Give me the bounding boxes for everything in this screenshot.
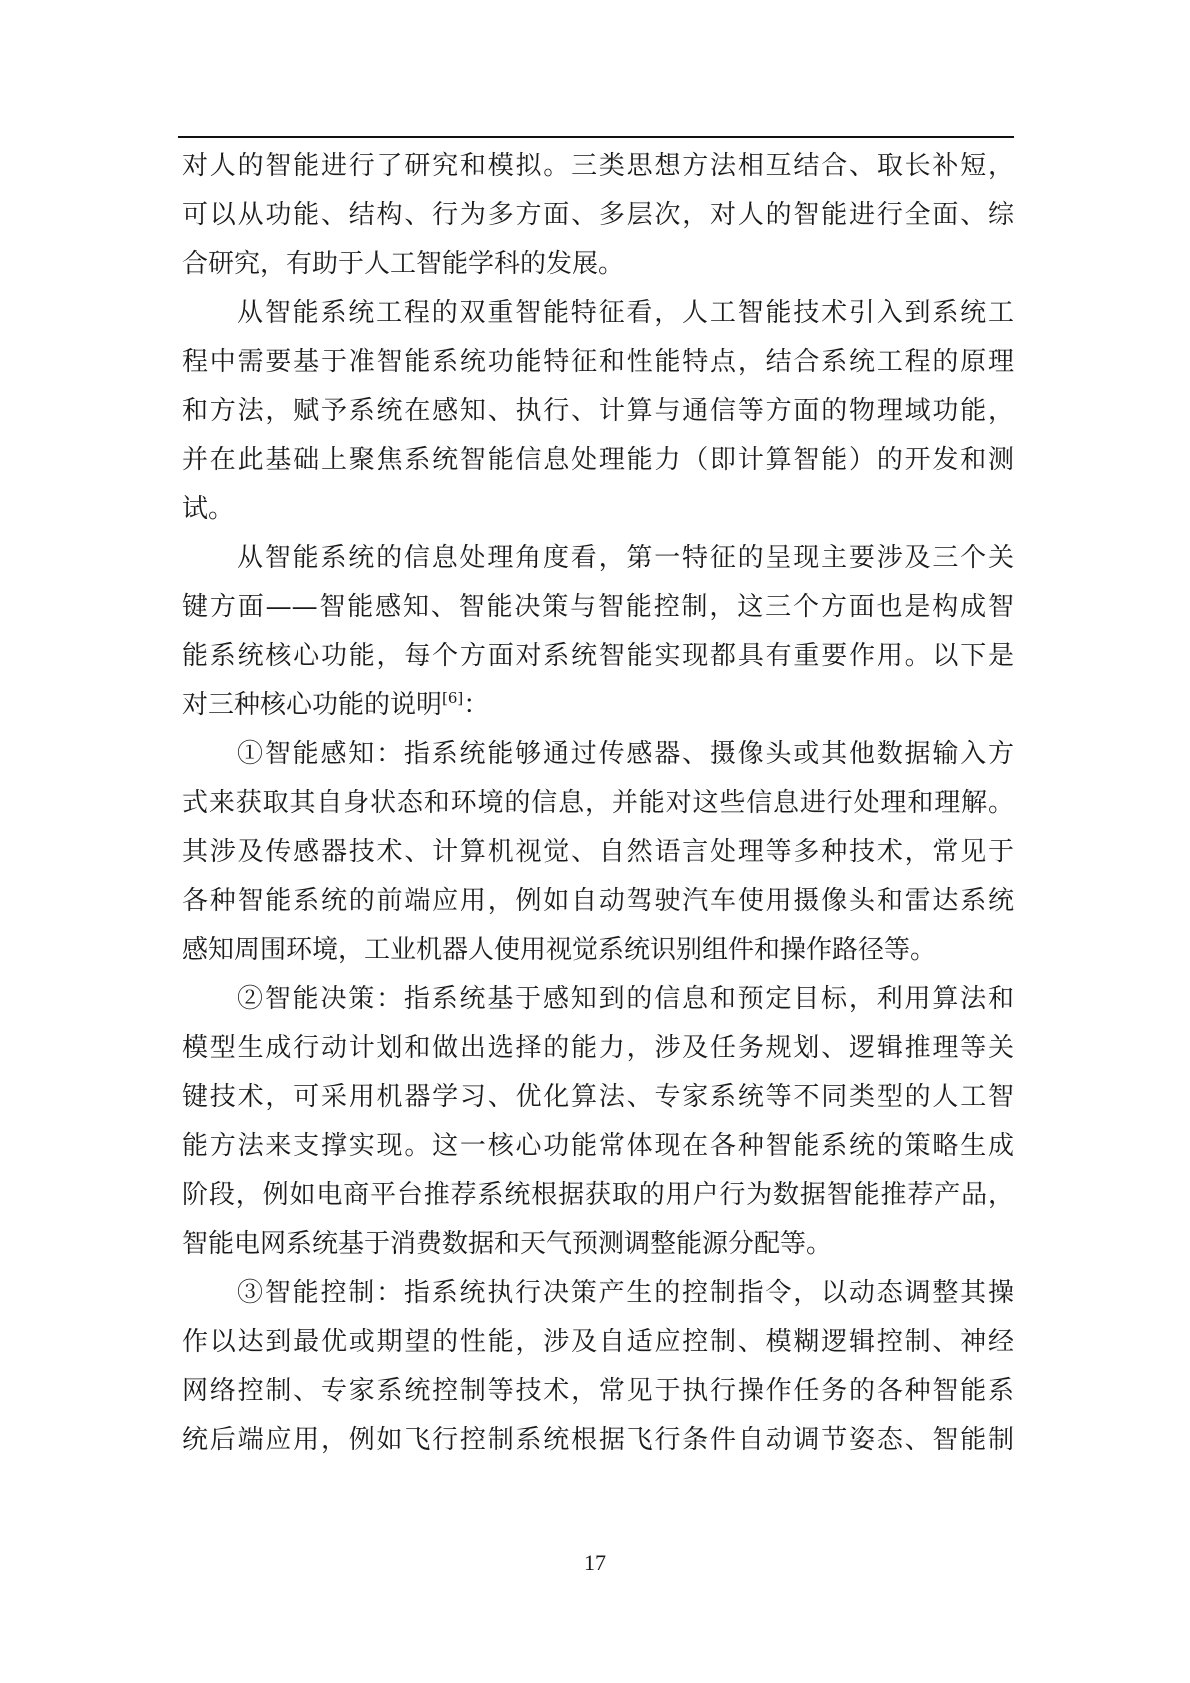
text-line: 感知周围环境，工业机器人使用视觉系统识别组件和操作路径等。 <box>182 935 937 965</box>
text-line: ②智能决策：指系统基于感知到的信息和预定目标，利用算法和 <box>237 984 1014 1014</box>
text-line: ①智能感知：指系统能够通过传感器、摄像头或其他数据输入方 <box>237 739 1014 769</box>
text-line: 从智能系统的信息处理角度看，第一特征的呈现主要涉及三个关 <box>237 543 1014 573</box>
text-line: 和方法，赋予系统在感知、执行、计算与通信等方面的物理域功能， <box>182 396 1014 426</box>
text-span: 对三种核心功能的说明 <box>182 690 443 720</box>
text-line: 键技术，可采用机器学习、优化算法、专家系统等不同类型的人工智 <box>182 1082 1014 1112</box>
text-line: 程中需要基于准智能系统功能特征和性能特点，结合系统工程的原理 <box>182 347 1014 377</box>
text-line: 统后端应用，例如飞行控制系统根据飞行条件自动调节姿态、智能制 <box>182 1425 1014 1455</box>
text-line: 键方面——智能感知、智能决策与智能控制，这三个方面也是构成智 <box>182 592 1014 622</box>
text-line: 作以达到最优或期望的性能，涉及自适应控制、模糊逻辑控制、神经 <box>182 1327 1014 1357</box>
text-line: 网络控制、专家系统控制等技术，常见于执行操作任务的各种智能系 <box>182 1376 1014 1406</box>
header-rule <box>178 136 1014 138</box>
text-line: 从智能系统工程的双重智能特征看，人工智能技术引入到系统工 <box>237 298 1014 328</box>
text-line: 对人的智能进行了研究和模拟。三类思想方法相互结合、取长补短， <box>182 151 1014 181</box>
text-line: 各种智能系统的前端应用，例如自动驾驶汽车使用摄像头和雷达系统 <box>182 886 1014 916</box>
text-line-with-citation <box>182 685 1014 725</box>
text-line: 智能电网系统基于消费数据和天气预测调整能源分配等。 <box>182 1229 833 1259</box>
text-line: 试。 <box>182 494 235 524</box>
text-line: ③智能控制：指系统执行决策产生的控制指令，以动态调整其操 <box>237 1278 1014 1308</box>
text-line: 合研究，有助于人工智能学科的发展。 <box>182 249 625 279</box>
text-line: 并在此基础上聚焦系统智能信息处理能力（即计算智能）的开发和测 <box>182 445 1014 475</box>
text-line: 其涉及传感器技术、计算机视觉、自然语言处理等多种技术，常见于 <box>182 837 1014 867</box>
text-line: 能系统核心功能，每个方面对系统智能实现都具有重要作用。以下是 <box>182 641 1014 671</box>
text-span: ： <box>463 690 490 720</box>
text-line: 模型生成行动计划和做出选择的能力，涉及任务规划、逻辑推理等关 <box>182 1033 1014 1063</box>
text-line: 式来获取其自身状态和环境的信息，并能对这些信息进行处理和理解。 <box>182 788 1014 818</box>
citation-ref: [6] <box>442 689 464 707</box>
text-line: 阶段，例如电商平台推荐系统根据获取的用户行为数据智能推荐产品， <box>182 1180 1014 1210</box>
text-line: 能方法来支撑实现。这一核心功能常体现在各种智能系统的策略生成 <box>182 1131 1014 1161</box>
text-line: 可以从功能、结构、行为多方面、多层次，对人的智能进行全面、综 <box>182 200 1014 230</box>
page-number: 17 <box>584 1550 606 1575</box>
